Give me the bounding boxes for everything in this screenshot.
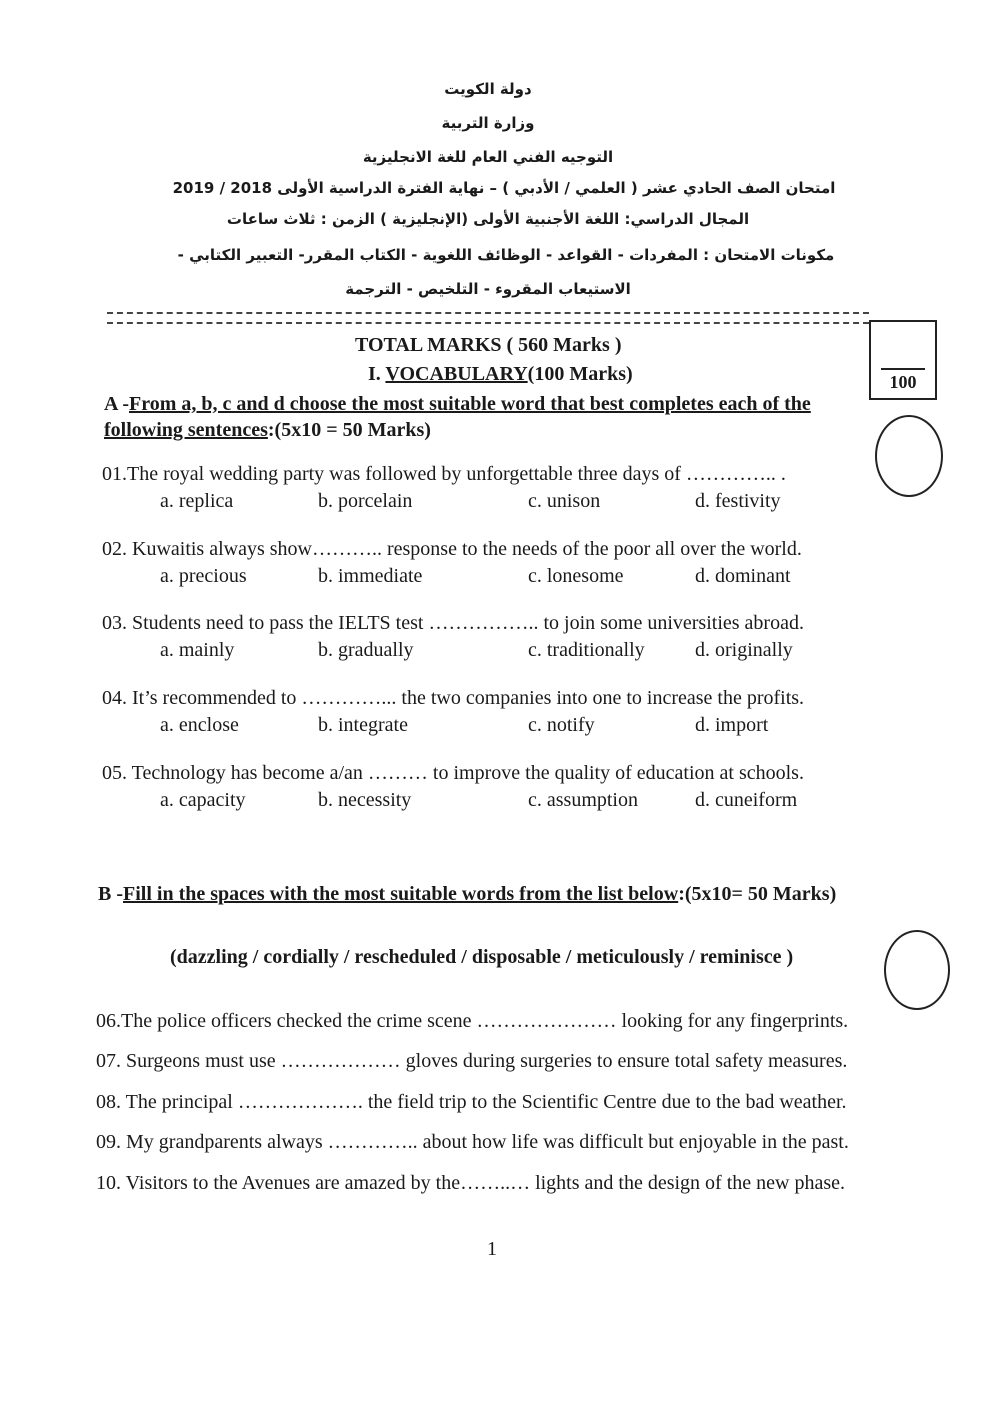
question-3-option-a: a. mainly bbox=[160, 639, 235, 661]
question-5-option-c: c. assumption bbox=[528, 789, 638, 811]
part-a-text: From a, b, c and d choose the most suitable word that best completes each of the bbox=[129, 393, 811, 415]
question-3-option-c: c. traditionally bbox=[528, 639, 645, 661]
question-4-option-a: a. enclose bbox=[160, 714, 239, 736]
question-5-text: 05. Technology has become a/an ……… to improve the quality of education at schools. bbox=[102, 762, 804, 784]
header-department: التوجيه الفني العام للغة الانجليزية bbox=[362, 148, 614, 166]
header-components: مكونات الامتحان : المفردات - القواعد - الوظائف اللغوية - الكتاب المقرر- التعبير الكتابي - bbox=[177, 246, 835, 264]
part-b-marks: :(5x10= 50 Marks) bbox=[678, 883, 837, 905]
question-2-text: 02. Kuwaitis always show……….. response to the needs of the poor all over the world. bbox=[102, 538, 802, 560]
part-a-text-cont: following sentences bbox=[104, 419, 268, 441]
header-exam-title: امتحان الصف الحادي عشر ( العلمي / الأدبي ) – نهاية الفترة الدراسية الأولى 2018 / 2019 bbox=[172, 179, 836, 197]
part-a-instruction bbox=[104, 393, 811, 416]
part-a-instruction-cont bbox=[104, 419, 431, 442]
fill-question-8: 08. The principal ………………. the field trip to the Scientific Centre due to the bad weather. bbox=[96, 1091, 847, 1113]
question-1-option-b: b. porcelain bbox=[318, 490, 413, 512]
header-subject-time: المجال الدراسي: اللغة الأجنبية الأولى (الإنجليزية ) الزمن : ثلاث ساعات bbox=[226, 210, 750, 228]
section-marks: (100 Marks) bbox=[527, 363, 633, 385]
question-4-option-b: b. integrate bbox=[318, 714, 408, 736]
fill-question-7: 07. Surgeons must use ……………… gloves during surgeries to ensure total safety measures. bbox=[96, 1050, 848, 1072]
question-2-option-d: d. dominant bbox=[695, 565, 791, 587]
question-1-option-a: a. replica bbox=[160, 490, 234, 512]
total-marks: TOTAL MARKS ( 560 Marks ) bbox=[355, 334, 622, 356]
part-a-label: A - bbox=[104, 393, 129, 415]
question-4-option-c: c. notify bbox=[528, 714, 595, 736]
question-1-text: 01.The royal wedding party was followed by unforgettable three days of ………….. . bbox=[102, 463, 786, 485]
header-ministry: وزارة التربية bbox=[441, 114, 535, 132]
score-line bbox=[881, 368, 925, 370]
question-2-option-b: b. immediate bbox=[318, 565, 423, 587]
question-5-option-a: a. capacity bbox=[160, 789, 246, 811]
fill-question-10: 10. Visitors to the Avenues are amazed by the……..… lights and the design of the new phase. bbox=[96, 1172, 846, 1194]
word-list: (dazzling / cordially / rescheduled / disposable / meticulously / reminisce ) bbox=[170, 946, 794, 968]
question-5-option-d: d. cuneiform bbox=[695, 789, 798, 811]
divider bbox=[107, 312, 869, 324]
score-total: 100 bbox=[889, 372, 917, 392]
section-heading bbox=[368, 363, 633, 386]
question-1-option-c: c. unison bbox=[528, 490, 601, 512]
header-components-cont: الاستيعاب المقروء - التلخيص - الترجمة bbox=[345, 280, 631, 298]
part-b-instruction bbox=[98, 883, 836, 906]
question-4-option-d: d. import bbox=[695, 714, 769, 736]
question-4-text: 04. It’s recommended to …………... the two companies into one to increase the profits. bbox=[102, 687, 805, 709]
question-3-option-d: d. originally bbox=[695, 639, 793, 661]
fill-question-6: 06.The police officers checked the crime scene ………………… looking for any fingerprints. bbox=[96, 1010, 849, 1032]
fill-question-9: 09. My grandparents always ………….. about how life was difficult but enjoyable in the past. bbox=[96, 1131, 849, 1153]
question-3-option-b: b. gradually bbox=[318, 639, 414, 661]
question-1-option-d: d. festivity bbox=[695, 490, 781, 512]
question-5-option-b: b. necessity bbox=[318, 789, 412, 811]
page-number: 1 bbox=[487, 1238, 497, 1260]
part-a-marks: :(5x10 = 50 Marks) bbox=[267, 419, 431, 441]
score-circle-b bbox=[884, 930, 950, 1010]
section-title: VOCABULARY bbox=[385, 363, 528, 385]
question-3-text: 03. Students need to pass the IELTS test …………….. to join some universities abroad. bbox=[102, 612, 804, 634]
section-number: I. bbox=[368, 363, 386, 385]
score-box bbox=[869, 320, 937, 400]
question-2-option-a: a. precious bbox=[160, 565, 247, 587]
header-country: دولة الكويت bbox=[444, 80, 532, 98]
part-b-label: B - bbox=[98, 883, 123, 905]
question-2-option-c: c. lonesome bbox=[528, 565, 624, 587]
part-b-text: Fill in the spaces with the most suitable words from the list below bbox=[123, 883, 679, 905]
score-circle-a bbox=[875, 415, 943, 497]
